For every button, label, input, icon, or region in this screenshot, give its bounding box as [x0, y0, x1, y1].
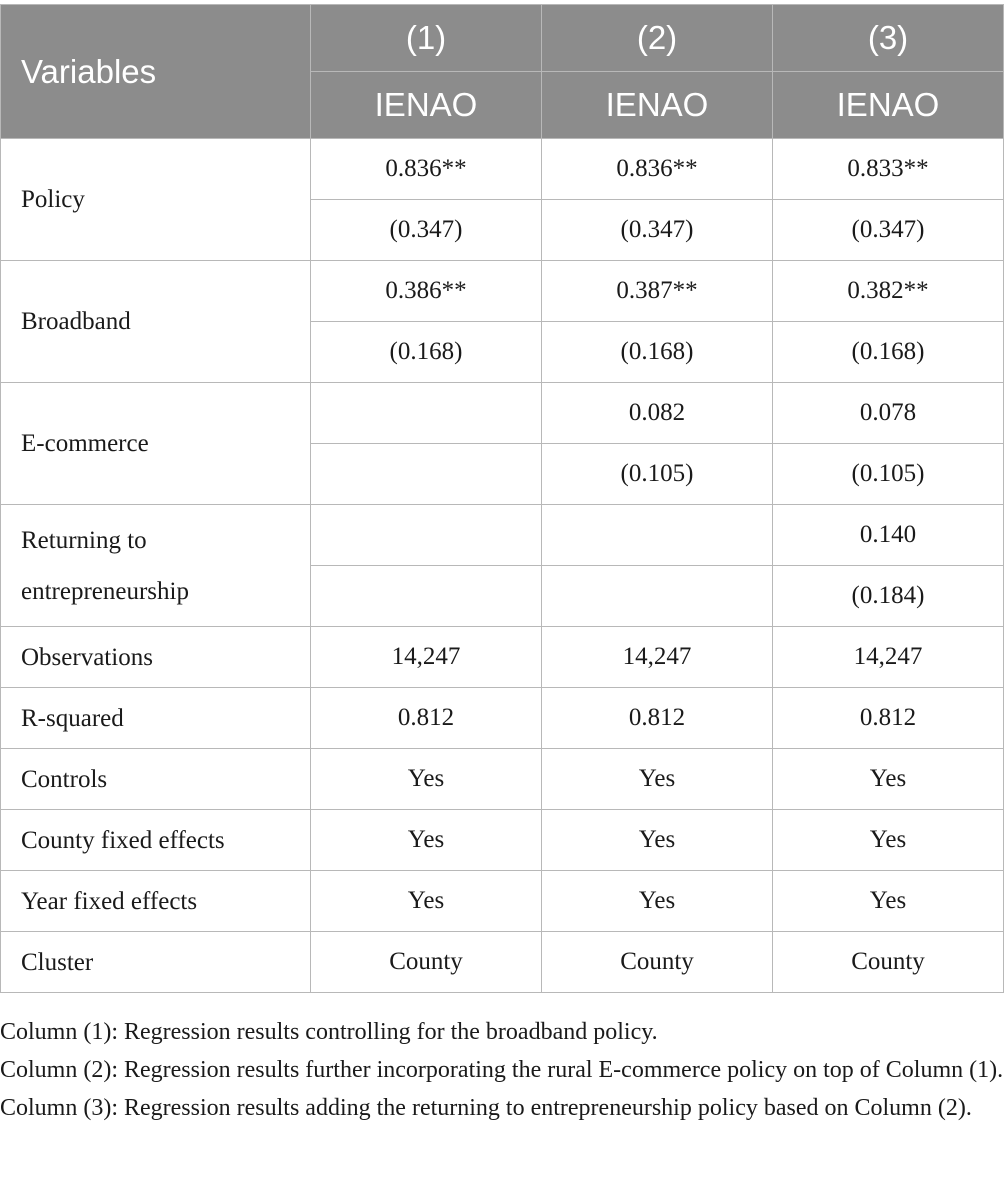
- table-header: [1, 5, 1004, 139]
- standard-error-cell: [311, 566, 542, 627]
- value-cell: County: [773, 932, 1004, 993]
- value-cell: 14,247: [542, 627, 773, 688]
- variables-header: Variables: [1, 5, 311, 139]
- value-cell: 14,247: [773, 627, 1004, 688]
- dependent-variable-header: IENAO: [542, 72, 773, 139]
- note-text: Column (2): Regression results further incorporating the rural E-commerce policy on top of Column (1).: [0, 1057, 1004, 1083]
- value-cell: 0.812: [311, 688, 542, 749]
- coefficient-cell: 0.386**: [311, 261, 542, 322]
- value-cell: Yes: [773, 810, 1004, 871]
- coefficient-cell: 0.836**: [311, 139, 542, 200]
- row-label: Observations: [1, 627, 311, 688]
- row-label: Returning to entrepreneurship: [1, 505, 311, 627]
- row-label: Policy: [1, 139, 311, 261]
- standard-error-cell: (0.168): [773, 322, 1004, 383]
- standard-error-cell: (0.347): [773, 200, 1004, 261]
- row-label: Controls: [1, 749, 311, 810]
- standard-error-cell: (0.184): [773, 566, 1004, 627]
- value-cell: 0.812: [773, 688, 1004, 749]
- coefficient-cell: 0.140: [773, 505, 1004, 566]
- value-cell: Yes: [311, 871, 542, 932]
- value-cell: Yes: [773, 749, 1004, 810]
- regression-table: [0, 4, 1004, 993]
- note-text: Column (1): Regression results controlling for the broadband policy.: [0, 1019, 658, 1045]
- row-label: Year fixed effects: [1, 871, 311, 932]
- row-label: R-squared: [1, 688, 311, 749]
- coefficient-cell: 0.387**: [542, 261, 773, 322]
- column-number: (1): [311, 5, 542, 72]
- column-number: (2): [542, 5, 773, 72]
- table-body: [1, 139, 1004, 993]
- standard-error-cell: (0.168): [311, 322, 542, 383]
- coefficient-cell: [311, 383, 542, 444]
- coefficient-cell: 0.082: [542, 383, 773, 444]
- value-cell: Yes: [311, 810, 542, 871]
- standard-error-cell: (0.347): [311, 200, 542, 261]
- column-number: (3): [773, 5, 1004, 72]
- table-row: [1, 932, 1004, 993]
- standard-error-cell: [542, 566, 773, 627]
- dependent-variable-header: IENAO: [773, 72, 1004, 139]
- coefficient-cell: [311, 505, 542, 566]
- standard-error-cell: [311, 444, 542, 505]
- row-label: Cluster: [1, 932, 311, 993]
- value-cell: County: [311, 932, 542, 993]
- table-row: [1, 688, 1004, 749]
- coefficient-cell: 0.382**: [773, 261, 1004, 322]
- standard-error-cell: (0.168): [542, 322, 773, 383]
- coefficient-cell: [542, 505, 773, 566]
- value-cell: Yes: [773, 871, 1004, 932]
- note-text: Column (3): Regression results adding the returning to entrepreneurship policy based on Column (2).: [0, 1095, 972, 1121]
- table-row: [1, 871, 1004, 932]
- table-row: [1, 261, 1004, 322]
- table-row: [1, 383, 1004, 444]
- table-row: [1, 810, 1004, 871]
- value-cell: Yes: [542, 871, 773, 932]
- row-label: County fixed effects: [1, 810, 311, 871]
- value-cell: 0.812: [542, 688, 773, 749]
- value-cell: County: [542, 932, 773, 993]
- table-row: [1, 505, 1004, 566]
- table-notes: [0, 1013, 1004, 1127]
- standard-error-cell: (0.105): [542, 444, 773, 505]
- row-label: E-commerce: [1, 383, 311, 505]
- coefficient-cell: 0.078: [773, 383, 1004, 444]
- coefficient-cell: 0.836**: [542, 139, 773, 200]
- coefficient-cell: 0.833**: [773, 139, 1004, 200]
- table-row: [1, 749, 1004, 810]
- value-cell: 14,247: [311, 627, 542, 688]
- value-cell: Yes: [311, 749, 542, 810]
- row-label: Broadband: [1, 261, 311, 383]
- table-row: [1, 627, 1004, 688]
- standard-error-cell: (0.105): [773, 444, 1004, 505]
- table-row: [1, 139, 1004, 200]
- value-cell: Yes: [542, 749, 773, 810]
- dependent-variable-header: IENAO: [311, 72, 542, 139]
- standard-error-cell: (0.347): [542, 200, 773, 261]
- value-cell: Yes: [542, 810, 773, 871]
